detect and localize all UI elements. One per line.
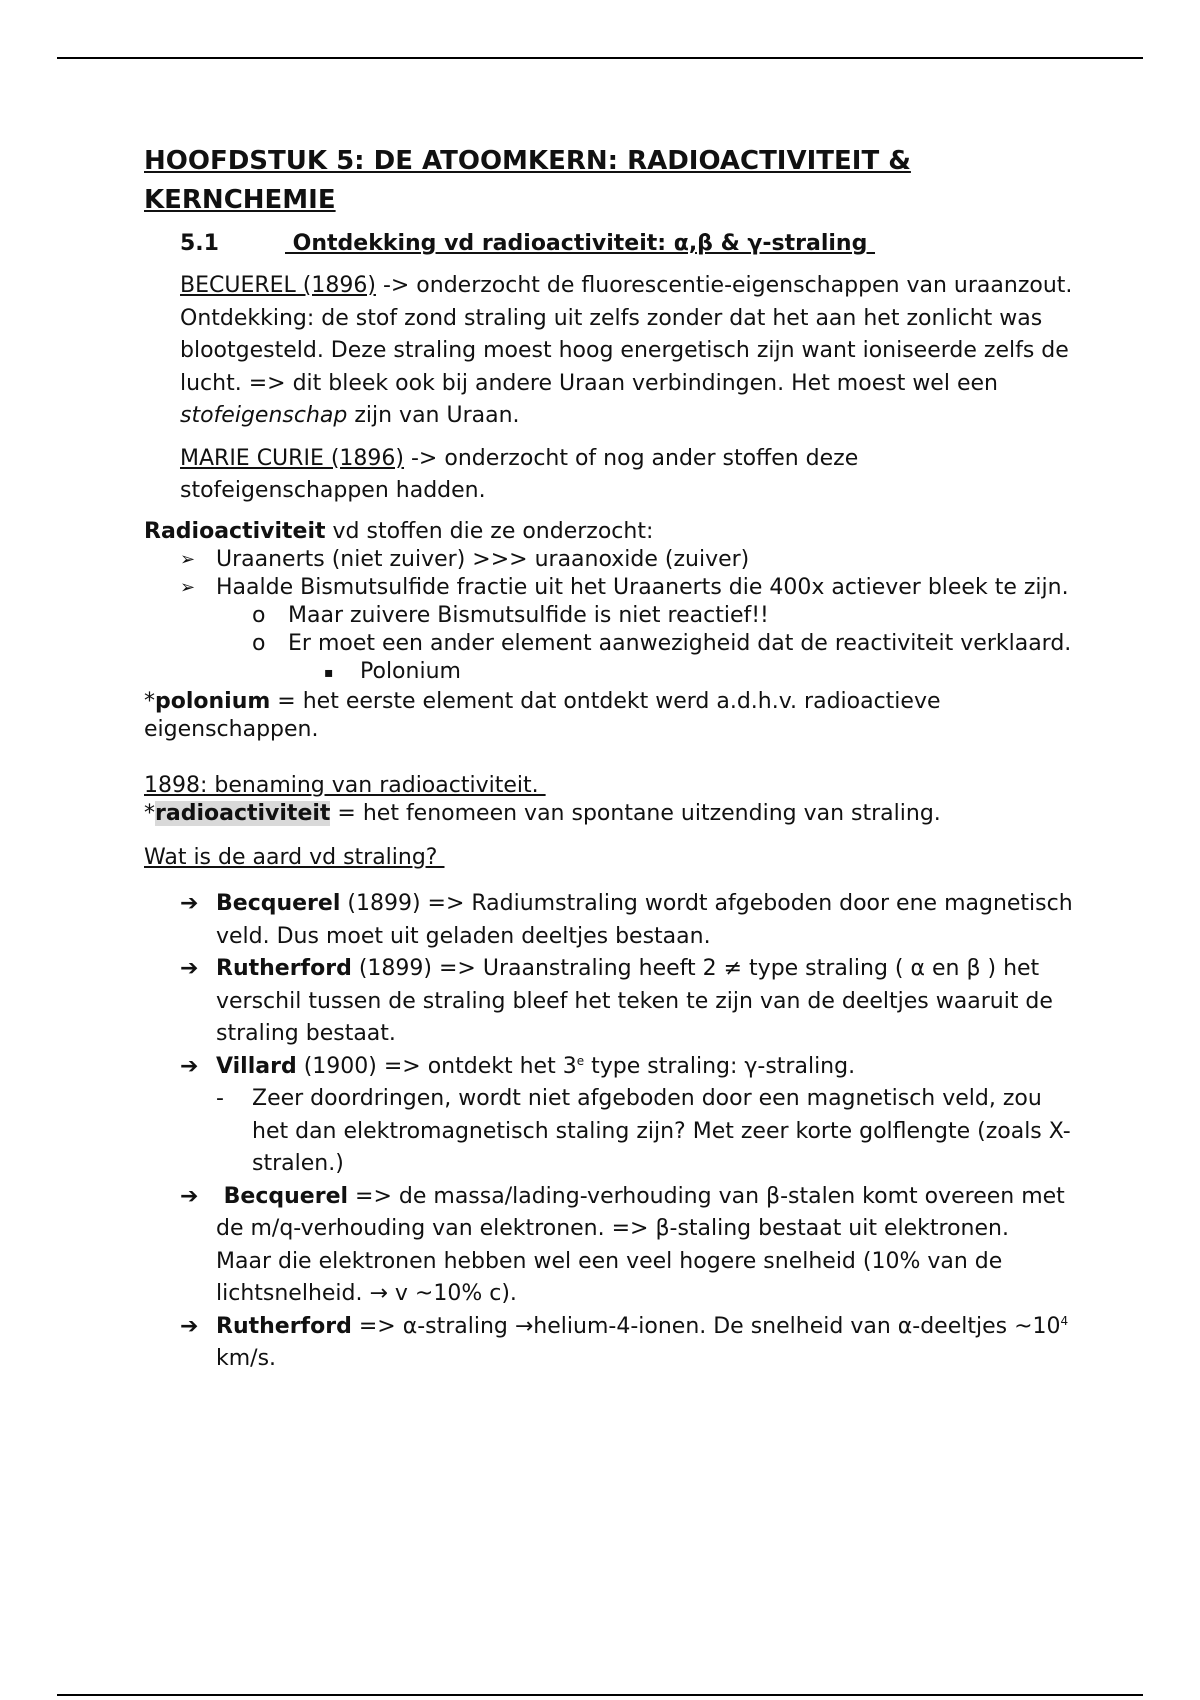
- polonium-definition: [144, 688, 1074, 744]
- becquerel-text: -> onderzocht de fluorescentie-eigenschappen van uraanzout. Ontdekking: de stof zond straling uit zelfs zonder dat het aan het zonlicht was blootgesteld. Deze straling moest hoog energetisch zijn want ioniseerde zelfs de lucht. => dit bleek ook bij andere Uraan verbindingen. Het moest wel een: [180, 273, 1073, 396]
- scientist-name: Becquerel: [216, 891, 341, 916]
- finding-text: [216, 1181, 1074, 1311]
- curie-text: -> onderzocht of nog ander stoffen deze stofeigenschappen hadden.: [180, 445, 859, 503]
- definition-star: *: [144, 688, 155, 714]
- bullet-text: Haalde Bismutsulfide fractie uit het Uraanerts die 400x actiever bleek te zijn.: [216, 574, 1069, 600]
- scientist-name: Rutherford: [216, 956, 352, 981]
- radioactivity-intro: [144, 518, 1074, 546]
- finding-detail-extra: Maar die elektronen hebben wel een veel hogere snelheid (10% van de lichtsnelheid. → v ~10% c).: [216, 1248, 1003, 1306]
- sub-list-item: [252, 602, 1074, 630]
- finding-detail: => α-straling →helium-4-ionen. De snelheid van α-deeltjes ~10: [351, 1313, 1061, 1339]
- footer-rule: [57, 1694, 1143, 1696]
- naming-line: 1898: benaming van radioactiviteit.: [144, 772, 546, 798]
- sub-finding-text: Zeer doordringen, wordt niet afgeboden door een magnetisch veld, zou het dan elektromagnetisch staling zijn? Met zeer korte golflengte (zoals X-stralen.): [252, 1086, 1071, 1176]
- sub-bullet-text: Maar zuivere Bismutsulfide is niet reactief!!: [288, 602, 769, 628]
- polonium-definition-text: = het eerste element dat ontdekt werd a.d.h.v. radioactieve eigenschappen.: [144, 688, 941, 742]
- sub-sub-list-item: [324, 658, 1074, 688]
- finding-text: [216, 953, 1074, 1051]
- document-page: [144, 142, 1074, 1376]
- stofeigenschap-term: stofeigenschap: [180, 403, 348, 428]
- arrow-icon: ➔: [180, 1313, 199, 1339]
- curie-paragraph: [180, 443, 1074, 508]
- list-item: [180, 1051, 1074, 1084]
- arrow-icon: ➔: [180, 891, 199, 916]
- bullet-text: Uraanerts (niet zuiver) >>> uraanoxide (zuiver): [216, 546, 750, 572]
- square-bullet-marker: ▪: [324, 664, 334, 681]
- section-number: 5.1: [180, 231, 219, 256]
- scientist-name: Villard: [216, 1053, 297, 1079]
- arrow-icon: ➔: [180, 1053, 199, 1079]
- becquerel-name: BECUEREL (1896): [180, 273, 376, 298]
- arrow-icon: ➔: [180, 956, 199, 981]
- scientist-name: Becquerel: [216, 1183, 349, 1209]
- bullet-marker: ➢: [180, 576, 196, 598]
- superscript: 4: [1060, 1313, 1069, 1328]
- radiation-findings-list: [144, 888, 1074, 1376]
- radioactivity-definition: [144, 800, 1074, 828]
- finding-text: [216, 1051, 855, 1084]
- chapter-heading: HOOFDSTUK 5: DE ATOOMKERN: RADIOACTIVITEIT & KERNCHEMIE: [144, 146, 911, 215]
- scientist-name: Rutherford: [216, 1313, 352, 1339]
- finding-detail: (1900) => ontdekt het 3: [296, 1053, 577, 1079]
- dash-marker: -: [216, 1086, 224, 1111]
- sub-list-item: [252, 630, 1074, 658]
- arrow-icon: ➔: [180, 1183, 199, 1209]
- polonium-term: polonium: [155, 688, 271, 714]
- question-line: Wat is de aard vd straling?: [144, 844, 445, 870]
- finding-detail: (1899) => Radiumstraling wordt afgeboden door ene magnetisch veld. Dus moet uit geladen deeltjes bestaan.: [216, 891, 1073, 949]
- sub-bullet-marker: o: [252, 602, 266, 628]
- spacer: [144, 744, 1074, 772]
- finding-text: [216, 1311, 1074, 1376]
- curie-name: MARIE CURIE (1896): [180, 445, 404, 471]
- radioactivity-term: Radioactiviteit: [144, 518, 326, 544]
- finding-detail: => de massa/lading-verhouding van β-stalen komt overeen met de m/q-verhouding van elektronen. => β-staling bestaat uit elektronen.: [216, 1183, 1065, 1241]
- list-item: [180, 888, 1074, 953]
- sub-sub-bullet-text: Polonium: [360, 658, 461, 684]
- radioactivity-highlighted-term: radioactiviteit: [155, 800, 331, 826]
- finding-detail-end: km/s.: [216, 1346, 277, 1371]
- sub-bullet-text: Er moet een ander element aanwezigheid dat de reactiviteit verklaard.: [288, 630, 1072, 656]
- finding-detail-end: type straling: γ-straling.: [584, 1053, 856, 1079]
- list-item: [180, 1311, 1074, 1376]
- becquerel-text-end: zijn van Uraan.: [347, 403, 520, 428]
- radioactivity-intro-text: vd stoffen die ze onderzocht:: [325, 518, 654, 544]
- finding-detail: (1899) => Uraanstraling heeft 2 ≠ type straling ( α en β ) het verschil tussen de straling bleef het teken te zijn van de deeltjes waaruit de straling bestaat.: [216, 956, 1053, 1046]
- finding-text: [216, 888, 1074, 953]
- radioactivity-definition-text: = het fenomeen van spontane uitzending van straling.: [330, 800, 941, 826]
- section-title: Ontdekking vd radioactiviteit: α,β & γ-straling: [285, 231, 876, 256]
- list-item: [180, 953, 1074, 1051]
- sub-list-item: [216, 1083, 1074, 1181]
- list-item: [180, 1181, 1074, 1311]
- section-heading: [180, 228, 1074, 260]
- sub-bullet-marker: o: [252, 630, 266, 656]
- superscript: e: [576, 1053, 585, 1068]
- header-rule: [57, 57, 1143, 59]
- list-item: [180, 546, 1074, 574]
- becquerel-paragraph: [180, 270, 1074, 433]
- intro-block: [144, 270, 1074, 508]
- definition-star: *: [144, 800, 155, 826]
- bullet-marker: ➢: [180, 548, 196, 570]
- list-item: [180, 574, 1074, 602]
- radioactivity-block: [144, 518, 1074, 828]
